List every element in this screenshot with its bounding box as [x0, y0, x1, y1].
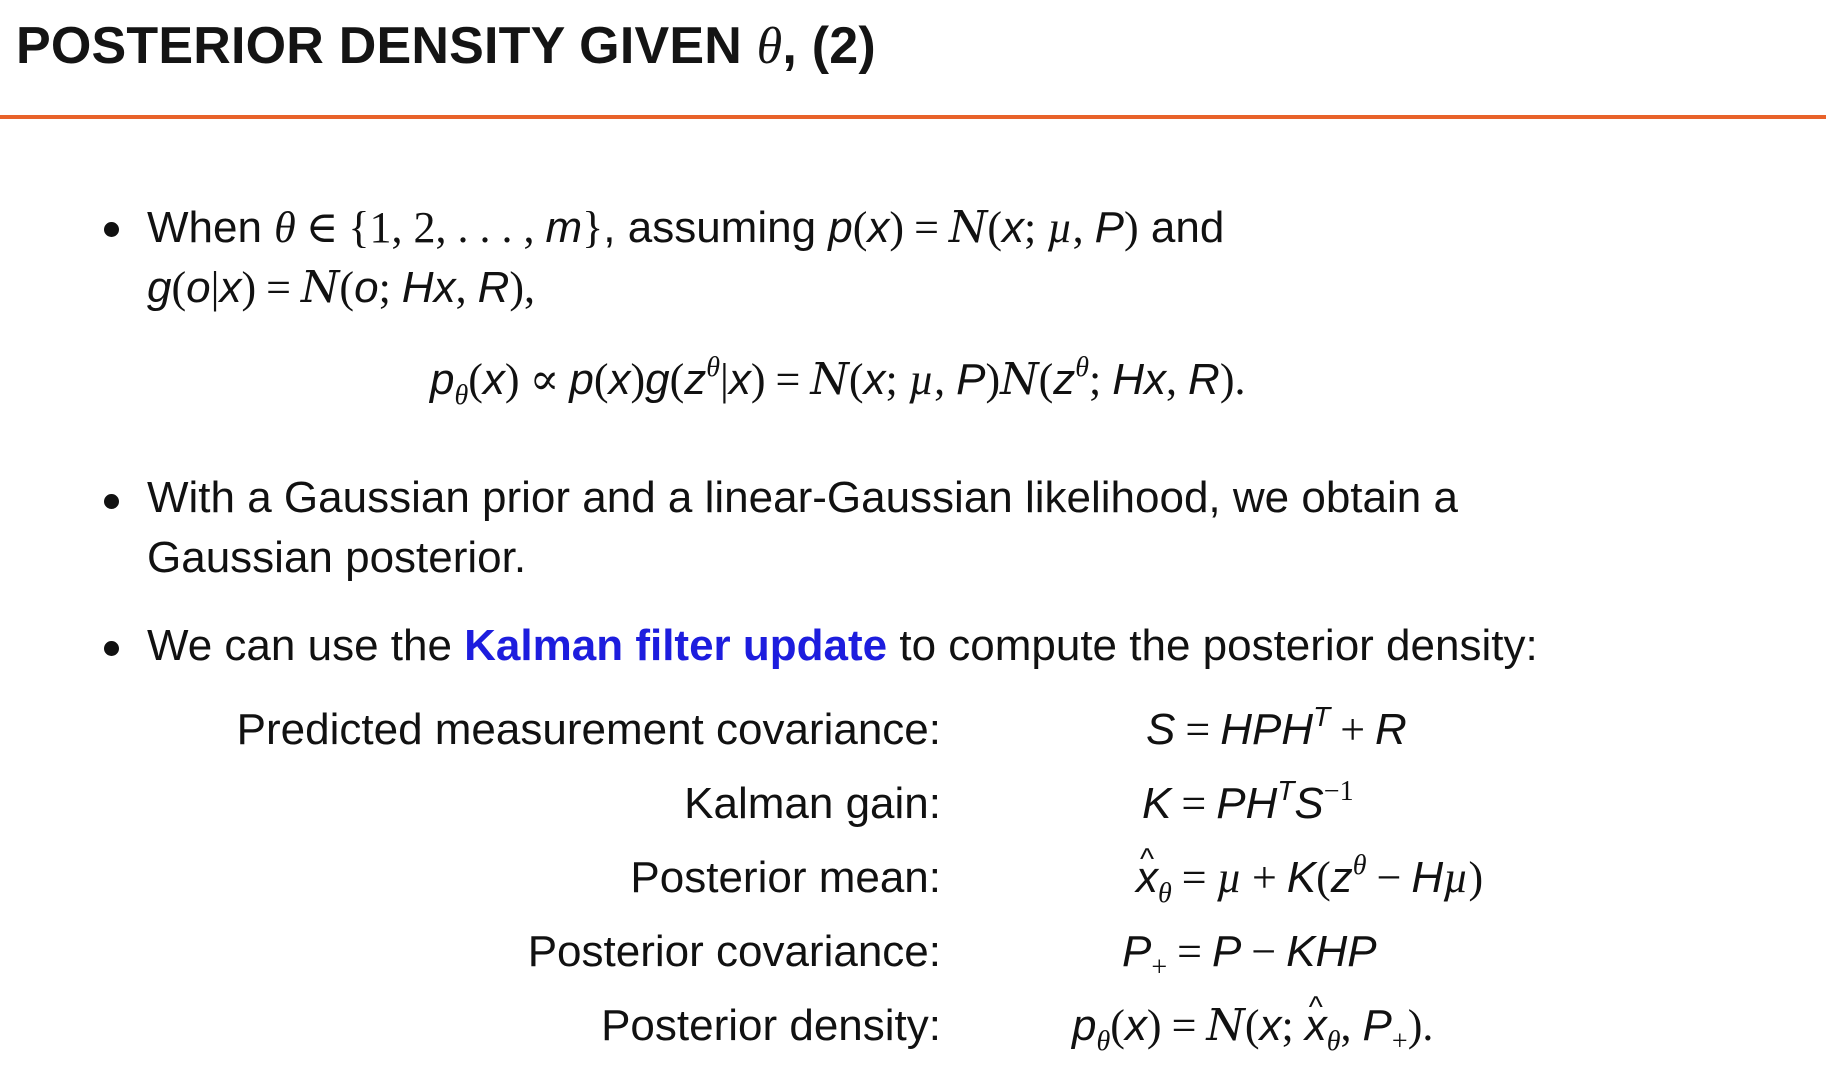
eq-formula-K: $K = PH^TS^{-1}$	[1142, 775, 1354, 828]
bullet-1-and: and	[1138, 203, 1225, 252]
title-theta-symbol: θ	[756, 18, 783, 75]
eq-label-posterior-covariance: Posterior covariance:	[527, 927, 941, 976]
eq-formula-Pplus: $P_+ = P$ − KHP	[1122, 927, 1377, 983]
slide-title	[16, 16, 876, 76]
bullet-1-display-equation: $p_\theta(x) \propto p(x)g(z^\theta|x) = N(x$; µ, $P)N(z^\theta$; Hx, R).	[430, 352, 1246, 411]
bullet-1-line-1: When θ ∈ {1, 2, . . . , m}, assuming p(x) = N(x; µ, P) and	[147, 202, 1225, 253]
eq-label-posterior-mean: Posterior mean:	[630, 853, 941, 902]
bullet-1-line-2: g(o|x) = N(o; Hx, R),	[147, 262, 536, 313]
bullet-3-after: to compute the posterior density:	[887, 621, 1538, 670]
bullet-1-dot	[104, 222, 119, 237]
eq-formula-xhat: ^ $x_\theta = \mu + K(z^\theta - H\mu)$	[1136, 848, 1483, 908]
eq-formula-p-theta: $p_\theta(x) = N(x$; ^ $x_\theta$, $P_+$).	[1072, 996, 1433, 1056]
eq-label-predicted-measurement-covariance: Predicted measurement covariance:	[236, 705, 941, 754]
kalman-filter-update-link[interactable]: Kalman filter update	[464, 621, 888, 670]
title-prefix: POSTERIOR DENSITY GIVEN	[16, 17, 757, 75]
eq-label-kalman-gain: Kalman gain:	[684, 779, 941, 828]
bullet-3-before: We can use the	[147, 621, 465, 670]
bullet-2-line-2: Gaussian posterior.	[147, 533, 527, 582]
bullet-3-line	[147, 616, 1538, 676]
bullet-2-dot	[104, 494, 119, 509]
bullet-1-when: When	[147, 203, 275, 252]
eq-formula-S: $S = HPH^T + R$	[1146, 701, 1407, 754]
bullet-3-dot	[104, 641, 119, 656]
bullet-2-line-1: With a Gaussian prior and a linear-Gaussian likelihood, we obtain a	[147, 473, 1458, 522]
title-divider	[0, 115, 1826, 119]
eq-label-posterior-density: Posterior density:	[601, 1001, 941, 1050]
bullet-1-assuming: , assuming	[603, 203, 829, 252]
title-suffix: , (2)	[782, 17, 876, 75]
